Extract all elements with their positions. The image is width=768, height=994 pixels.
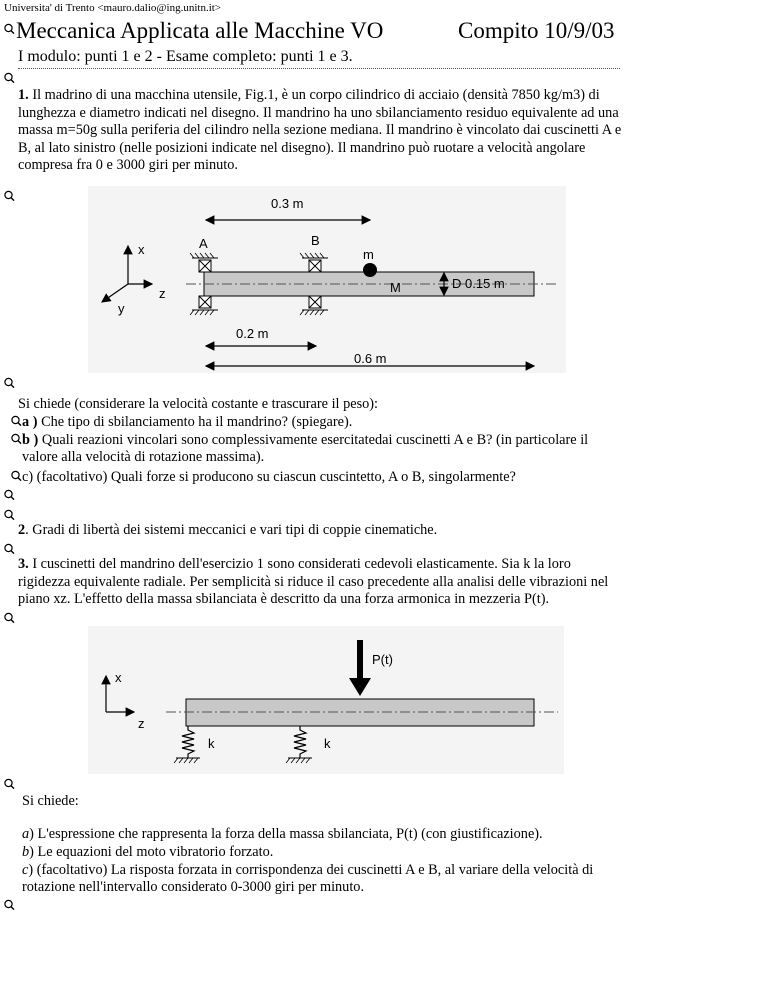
dim-top-label: 0.3 m (271, 196, 304, 211)
problem1-question-intro: Si chiede (considerare la velocità costante e trascurare il peso): (18, 396, 379, 412)
axis-x-label: x (115, 670, 122, 685)
mass-label: m (363, 247, 374, 262)
problem1-question-c: c) (facoltativo) Quali forze si producono su ciascun cuscintetto, A o B, singolarmente? (22, 469, 516, 485)
problem3-text (18, 556, 624, 609)
anchor-icon[interactable] (3, 612, 15, 624)
p3-question-c-text-cont: rotazione nell'intervallo considerato 0-3000 giri per minuto. (22, 879, 365, 895)
axis-z-label: z (159, 286, 166, 301)
anchor-icon[interactable] (3, 23, 15, 35)
anchor-icon[interactable] (3, 489, 15, 501)
figure1-drawing (88, 186, 566, 373)
center-label: M (390, 280, 401, 295)
dotted-divider (18, 68, 620, 69)
problem2-number: 2 (18, 522, 26, 538)
problem3-question-a (22, 826, 543, 843)
course-title: Meccanica Applicata alle Macchine VO (16, 18, 384, 43)
axis-z-label: z (138, 716, 145, 731)
anchor-icon[interactable] (10, 470, 22, 482)
question-b-text-cont: valore alla velocità di rotazione massima). (22, 449, 265, 465)
dim-mid-label: 0.2 m (236, 326, 269, 341)
spring-right (286, 726, 312, 763)
spring-left (174, 726, 200, 763)
force-arrow-head (349, 678, 371, 696)
problem3-question-b (22, 844, 273, 861)
problem3-question-c (22, 862, 593, 879)
force-label: P(t) (372, 652, 393, 667)
dim-bottom-label: 0.6 m (354, 351, 387, 366)
bearing-a-label: A (199, 236, 208, 251)
unbalance-mass (363, 263, 377, 277)
p3-question-b-label: b (22, 844, 30, 860)
exam-subtitle: I modulo: punti 1 e 2 - Esame completo: punti 1 e 3. (18, 48, 353, 65)
problem2-text (18, 522, 437, 539)
anchor-icon[interactable] (3, 377, 15, 389)
anchor-icon[interactable] (10, 433, 22, 445)
problem3-body: I cuscinetti del mandrino dell'esercizio 1 sono considerati cedevoli elasticamente. Sia k la loro rigidezza equivalente radiale. Per semplicità si riduce il caso precedente alla analisi delle vibrazioni nel piano xz. L'effetto della massa sbilanciata è descritto da una forza armonica in mezzeria P(t). (18, 556, 609, 607)
axis-x-label: x (138, 242, 145, 257)
problem2-body: . Gradi di libertà dei sistemi meccanici e vari tipi di coppie cinematiche. (25, 522, 438, 538)
axis-y-arrow (102, 284, 128, 302)
axis-y-label: y (118, 301, 125, 316)
p3-question-c-label: c (22, 862, 29, 878)
figure2 (88, 626, 564, 774)
anchor-icon[interactable] (3, 190, 15, 202)
question-a-text: Che tipo di sbilanciamento ha il mandrino? (spiegare). (41, 414, 353, 430)
question-a-label: a ) (22, 414, 38, 430)
bearing-b-label: B (311, 233, 320, 248)
p3-question-a-label: a (22, 826, 30, 842)
anchor-icon[interactable] (3, 543, 15, 555)
anchor-icon[interactable] (3, 778, 15, 790)
figure1 (88, 186, 566, 373)
anchor-icon[interactable] (3, 899, 15, 911)
p3-question-c-text: ) (facoltativo) La risposta forzata in corrispondenza dei cuscinetti A e B, al variare della velocità di (28, 862, 594, 878)
figure2-drawing (88, 626, 564, 774)
problem1-question-a (22, 414, 352, 431)
problem1-text (18, 87, 624, 175)
header-source: Universita' di Trento <mauro.dalio@ing.unitn.it> (4, 2, 222, 14)
spring-left-label: k (208, 736, 215, 751)
spring-right-label: k (324, 736, 331, 751)
anchor-icon[interactable] (3, 72, 15, 84)
p3-question-b-text: ) Le equazioni del moto vibratorio forzato. (29, 844, 274, 860)
anchor-icon[interactable] (3, 509, 15, 521)
question-b-text: Quali reazioni vincolari sono complessivamente esercitatedai cuscinetti A e B? (in particolare il (41, 432, 589, 448)
problem1-question-b (22, 432, 588, 449)
problem1-body: Il madrino di una macchina utensile, Fig.1, è un corpo cilindrico di acciaio (densità 7850 kg/m3) di lunghezza e diametro indicati nel disegno. Il mandrino ha uno sbilanciamento residuo equivalente ad una massa m=50g sulla periferia del cilindro nella sezione mediana. Il mandrino è vincolato dai cuscinetti A e B, al lato sinistro (nelle posizioni indicate nel disegno). Il mandrino può ruotare a velocità angolare compresa fra 0 e 3000 giri per minuto. (18, 87, 622, 173)
anchor-icon[interactable] (10, 415, 22, 427)
question-b-label: b ) (22, 432, 39, 448)
exam-date: Compito 10/9/03 (458, 18, 615, 43)
diameter-label: D 0.15 m (452, 276, 505, 291)
problem3-number: 3. (18, 556, 29, 572)
p3-question-a-text: ) L'espressione che rappresenta la forza della massa sbilanciata, P(t) (con giustificazione). (29, 826, 543, 842)
problem1-number: 1. (18, 87, 29, 103)
problem3-question-intro: Si chiede: (22, 793, 79, 809)
